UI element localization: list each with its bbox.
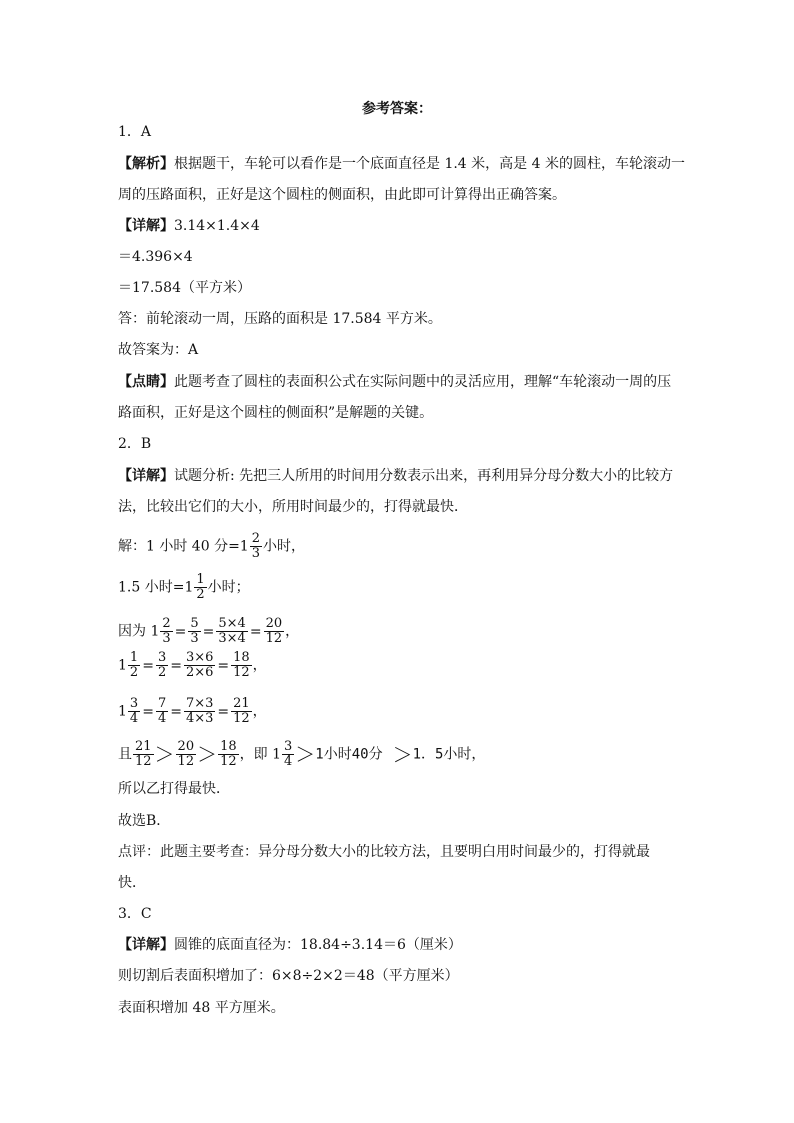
q1-point-line-2: 路面积，正好是这个圆柱的侧面积”是解题的关键。 (118, 405, 434, 421)
cmp-frac-a-den: 12 (135, 754, 152, 769)
cmp-middle: ，即 1 (239, 746, 281, 763)
eq2-frac-c-den: 2×6 (185, 665, 214, 680)
sol2-prefix: 1.5 小时=1 (118, 579, 194, 596)
q2-detail-text-1: 试题分析: 先把三人所用的时间用分数表示出来，再利用异分母分数大小的比较方 (174, 468, 674, 484)
q1-point-text-1: 此题考查了圆柱的表面积公式在实际问题中的灵活应用，理解“车轮滚动一周的压 (174, 374, 672, 390)
eq1-frac-d (264, 617, 285, 646)
cmp-frac-a-num: 21 (135, 739, 152, 754)
cmp-frac-c-den: 12 (220, 754, 237, 769)
eq3-frac-a (128, 697, 140, 726)
q2-number: 2．B (118, 436, 152, 452)
q1-analysis-line-1 (118, 154, 688, 174)
q1-detail-tag: 【详解】 (118, 218, 174, 234)
eq3-tail: ， (252, 703, 267, 720)
eq3-frac-c (184, 697, 215, 726)
eq1-frac-b-num: 5 (190, 616, 199, 631)
eq2-frac-b-den: 2 (157, 665, 167, 680)
eq1-frac-d-num: 20 (265, 616, 283, 631)
cmp-gt-4: ＞ (392, 742, 413, 767)
eq2-frac-c-num: 3×6 (185, 650, 214, 665)
q1-choice: 故答案为：A (118, 342, 199, 358)
q2-detail-tag: 【详解】 (118, 468, 174, 484)
cmp-time-2: 1．5小时， (412, 746, 486, 763)
eq2-frac-d-den: 12 (233, 665, 250, 680)
q1-detail-line-2: ＝4.396×4 (118, 249, 193, 265)
eq1-frac-c (216, 617, 247, 646)
eq1-frac-a (160, 617, 172, 646)
cmp-frac-d-den: 4 (284, 754, 293, 769)
eq2-frac-c (184, 651, 215, 680)
q1-answer: 答：前轮滚动一周，压路的面积是 17.584 平方米。 (118, 311, 442, 327)
sol2-suffix: 小时； (207, 579, 250, 596)
eq2-frac-a-den: 2 (129, 665, 139, 680)
q2-conclusion: 所以乙打得最快． (118, 781, 230, 797)
cmp-frac-b (176, 740, 197, 769)
cmp-gt-1: ＞ (154, 742, 175, 767)
eq3-frac-b (156, 697, 168, 726)
q3-detail-line-2: 则切割后表面积增加了：6×8÷2×2＝48（平方厘米） (118, 968, 459, 984)
eq1-frac-d-den: 12 (265, 631, 283, 646)
q2-solution-line-2 (118, 573, 688, 602)
eq3-frac-c-den: 4×3 (185, 711, 214, 726)
q2-choice: 故选B． (118, 813, 171, 829)
cmp-prefix: 且 (118, 746, 132, 763)
eq2-frac-d (231, 651, 252, 680)
q2-comment-line-1: 点评：此题主要考查：异分母分数大小的比较方法，且要明白用时间最少的，打得就最 (118, 844, 650, 860)
q3-detail-line-3: 表面积增加 48 平方厘米。 (118, 1000, 285, 1016)
q1-analysis-line-2: 周的压路面积，正好是这个圆柱的侧面积，由此即可计算得出正确答案。 (118, 187, 566, 203)
cmp-frac-c (218, 740, 239, 769)
eq3-frac-a-num: 3 (129, 696, 139, 711)
cmp-frac-d (282, 740, 294, 769)
q1-detail-text-1: 3.14×1.4×4 (174, 218, 260, 234)
sol1-prefix: 解：1 小时 40 分=1 (118, 538, 249, 555)
q3-number: 3．C (118, 906, 152, 922)
eq2-tail: ， (252, 657, 267, 674)
q2-detail-line-2: 法，比较出它们的大小，所用时间最少的，打得就最快． (118, 499, 468, 515)
q1-detail-line-3: ＝17.584（平方米） (118, 280, 251, 296)
eq2-frac-a (128, 651, 140, 680)
q1-analysis-tag: 【解析】 (118, 156, 174, 172)
q2-solution-line-1 (118, 532, 688, 561)
q2-equation-3: 1 $\frac{3}{4}$ = $\frac{7}{4}$ = $\frac{7\times 3}{4\times 3}$ = $\frac{21}{12}$ ， (118, 696, 267, 726)
eq2-frac-b (156, 651, 168, 680)
sol1-numerator: 2 (251, 531, 260, 546)
q1-number: 1．A (118, 124, 152, 140)
cmp-frac-b-num: 20 (177, 739, 195, 754)
q1-detail-line-1 (118, 216, 688, 236)
eq1-frac-c-den: 3×4 (218, 631, 246, 646)
eq1-frac-b (188, 617, 200, 646)
cmp-frac-b-den: 12 (177, 754, 195, 769)
eq3-frac-a-den: 4 (129, 711, 139, 726)
q2-equation-1: 因为 1 $\frac{2}{3}$ = $\frac{5}{3}$ = $\frac{5\times 4}{3\times 4}$ = $\frac{20}{12}$ ， (118, 616, 300, 646)
sol1-fraction (250, 532, 262, 561)
eq3-frac-b-num: 7 (157, 696, 167, 711)
eq1-prefix: 因为 1 (118, 623, 160, 640)
eq2-frac-d-num: 18 (233, 650, 250, 665)
cmp-time-1: 1小时40分 (315, 746, 383, 763)
q1-point-tag: 【点睛】 (118, 374, 174, 390)
sol1-denominator: 3 (251, 546, 260, 561)
q2-equation-2: 1 $\frac{1}{2}$ = $\frac{3}{2}$ = $\frac{3\times 6}{2\times 6}$ = $\frac{18}{12}$ ， (118, 650, 267, 680)
cmp-gt-3: ＞ (295, 742, 316, 767)
eq3-frac-d (231, 697, 252, 726)
eq1-tail: ， (285, 623, 300, 640)
q1-analysis-text-1: 根据题干，车轮可以看作是一个底面直径是 1.4 米，高是 4 米的圆柱，车轮滚动一 (174, 156, 685, 172)
eq3-frac-d-num: 21 (233, 696, 250, 711)
eq3-frac-b-den: 4 (157, 711, 167, 726)
sol1-suffix: 小时， (263, 538, 305, 555)
q3-detail-tag: 【详解】 (118, 937, 174, 953)
sol2-numerator: 1 (196, 572, 205, 587)
eq3-frac-c-num: 7×3 (185, 696, 214, 711)
q2-comment-line-2: 快． (118, 875, 146, 891)
q3-detail-text-1: 圆锥的底面直径为：18.84÷3.14＝6（厘米） (174, 937, 462, 953)
cmp-frac-a (133, 740, 154, 769)
cmp-gt-2: ＞ (197, 742, 218, 767)
eq1-frac-b-den: 3 (190, 631, 199, 646)
eq1-frac-a-den: 3 (162, 631, 171, 646)
page-title: 参考答案： (362, 101, 432, 117)
eq2-prefix: 1 (118, 657, 127, 674)
cmp-frac-c-num: 18 (220, 739, 237, 754)
eq1-frac-c-num: 5×4 (218, 616, 246, 631)
eq3-prefix: 1 (118, 703, 127, 720)
q2-comparison (118, 740, 688, 769)
q2-detail-line-1 (118, 466, 688, 486)
eq2-frac-b-num: 3 (157, 650, 167, 665)
eq3-frac-d-den: 12 (233, 711, 250, 726)
q3-detail-line-1 (118, 935, 688, 955)
cmp-frac-d-num: 3 (284, 739, 293, 754)
q1-point-line-1 (118, 372, 688, 392)
eq2-frac-a-num: 1 (129, 650, 139, 665)
sol2-denominator: 2 (196, 587, 205, 602)
sol2-fraction (194, 573, 206, 602)
eq1-frac-a-num: 2 (162, 616, 171, 631)
